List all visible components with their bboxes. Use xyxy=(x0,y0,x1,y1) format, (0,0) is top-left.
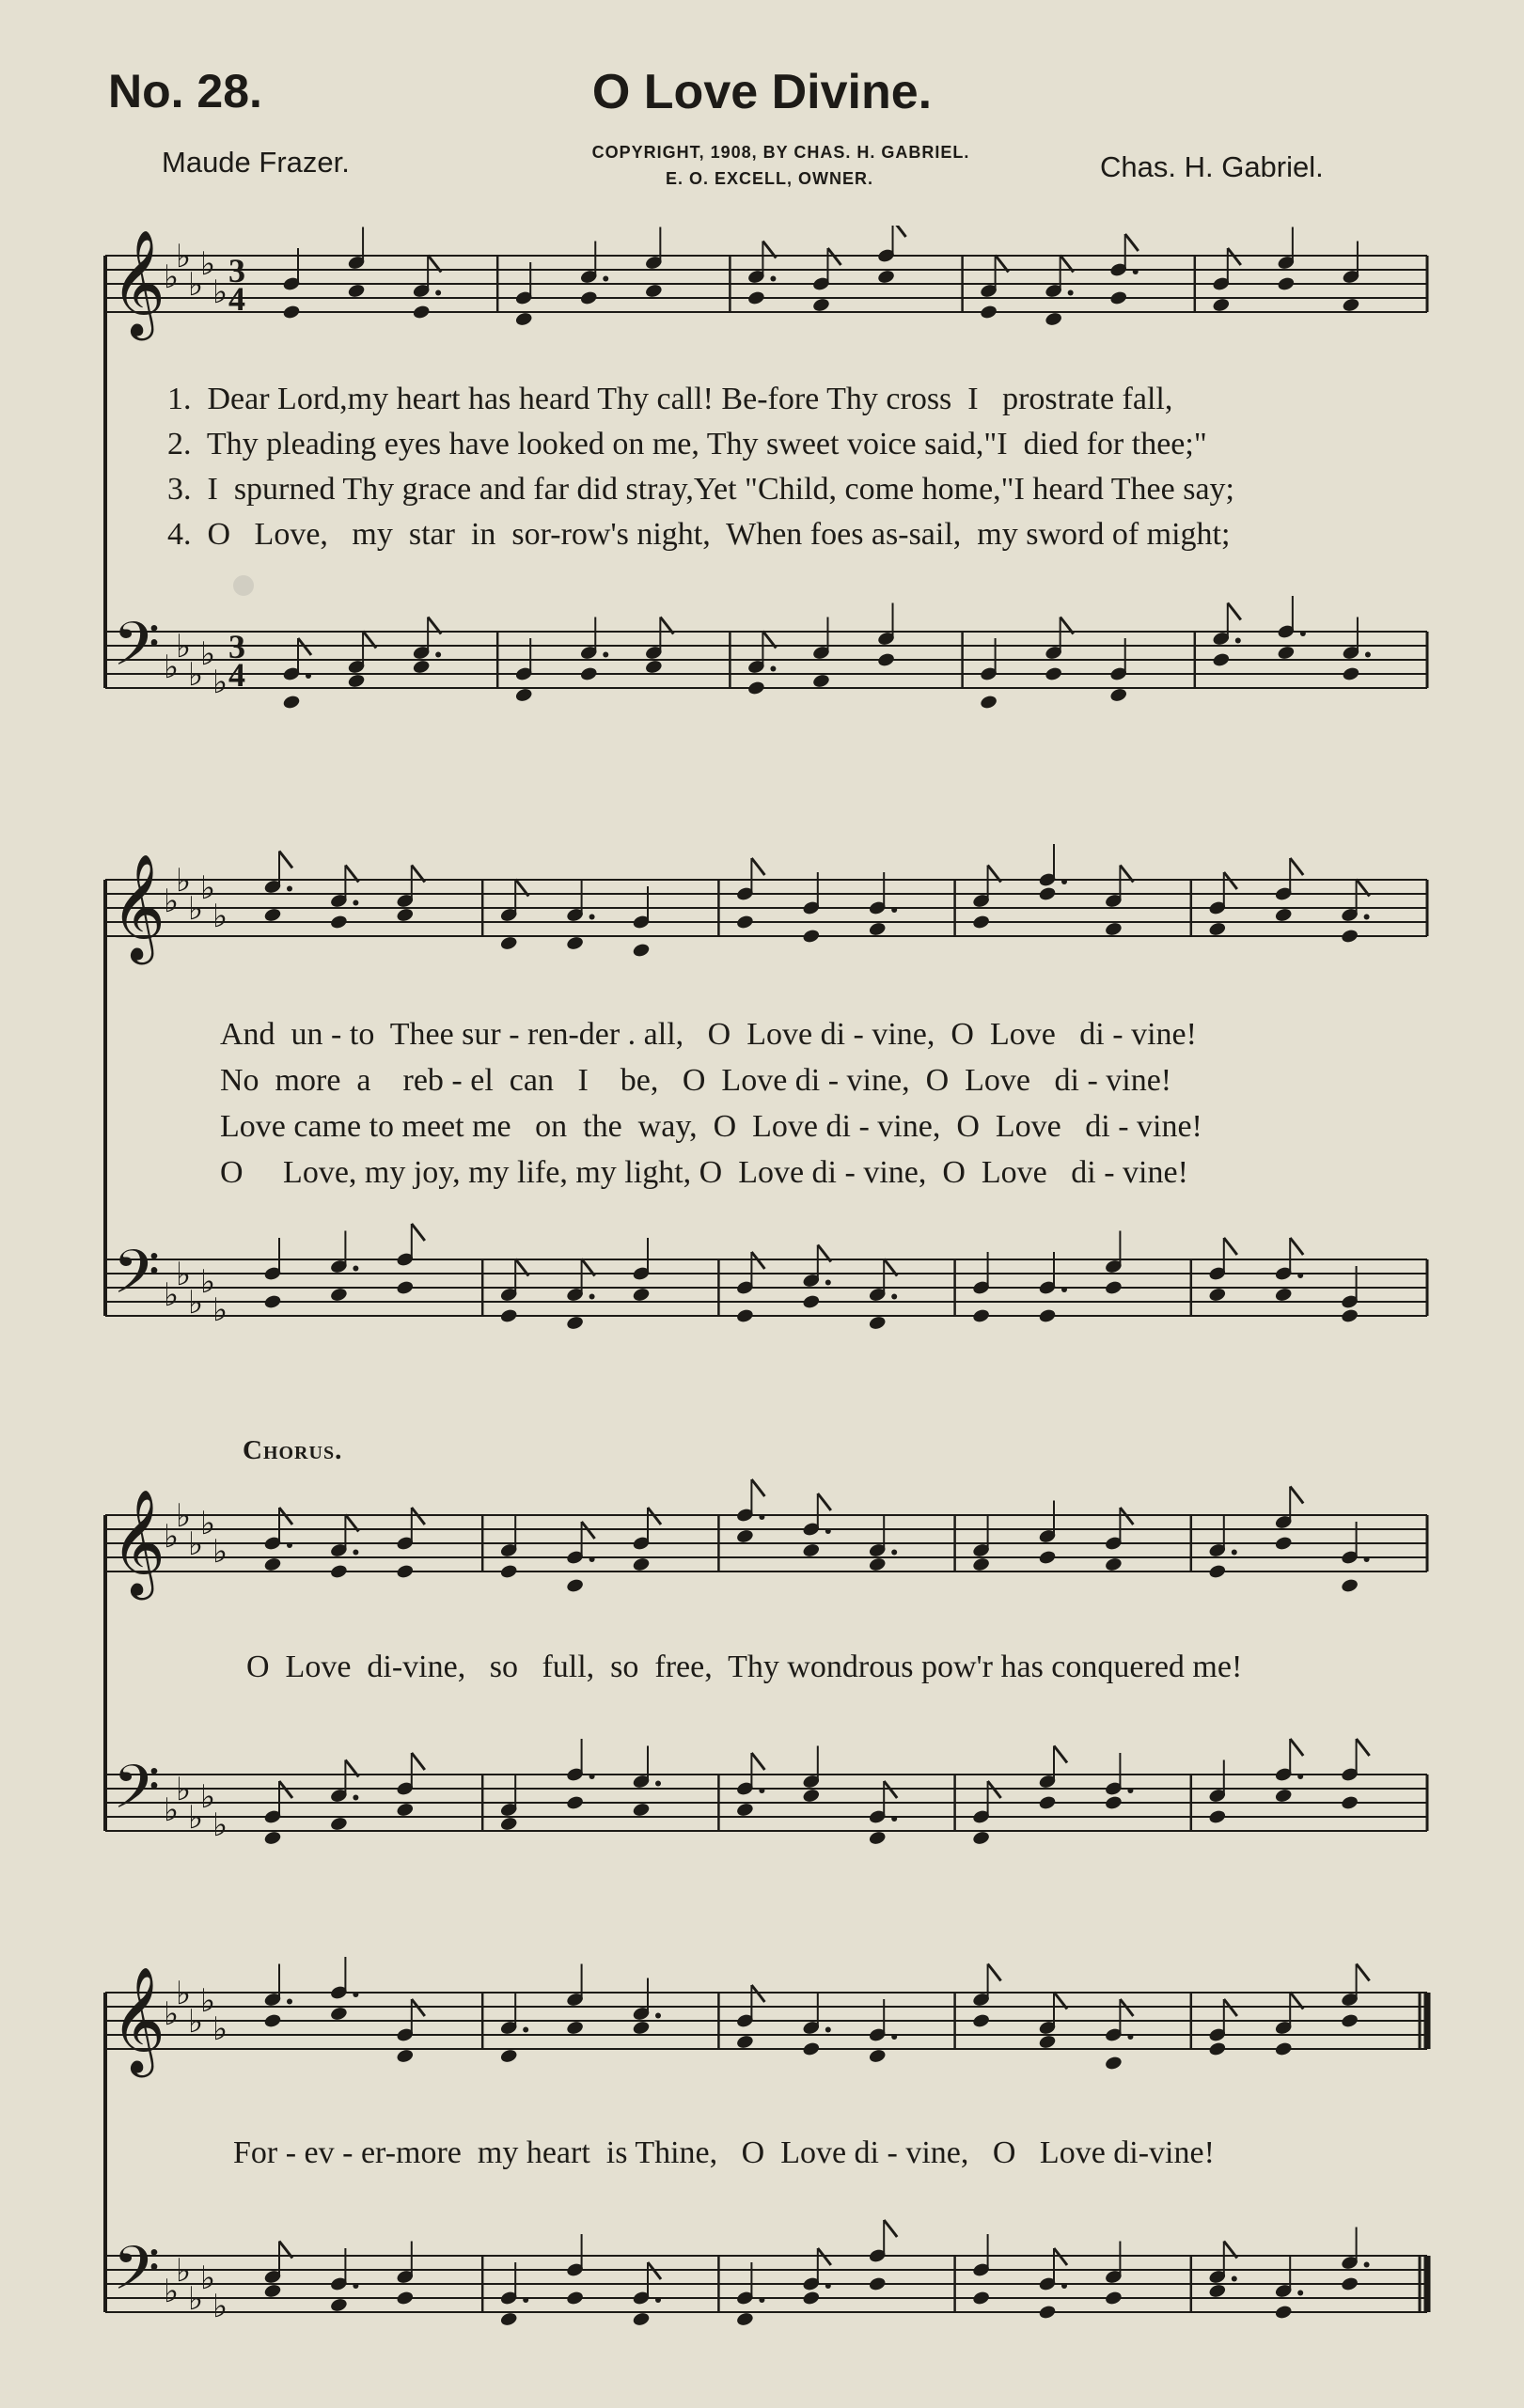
dot xyxy=(1133,269,1139,274)
note-head xyxy=(329,1563,348,1579)
flat-icon: ♭ xyxy=(200,635,216,673)
note-head xyxy=(499,2311,518,2327)
note-head xyxy=(1274,2041,1293,2056)
refrain-line-2: No more a reb - el can I be, O Love di - vine, O Love di - vine! xyxy=(220,1063,1172,1098)
note-flag xyxy=(412,1753,425,1770)
note-head xyxy=(396,2048,415,2064)
note-head xyxy=(632,2311,651,2327)
treble-staff xyxy=(105,853,1427,965)
note-head xyxy=(811,673,830,689)
note-head xyxy=(1212,651,1231,667)
flat-icon: ♭ xyxy=(164,1276,180,1314)
verse-line-2: 2. Thy pleading eyes have looked on me, Thy sweet voice said,"I died for thee;" xyxy=(167,427,1207,461)
note-flag xyxy=(279,852,292,868)
note-head xyxy=(1342,665,1360,681)
note-head xyxy=(514,687,533,703)
note-flag xyxy=(751,858,764,875)
dot xyxy=(523,2027,528,2033)
dot xyxy=(603,652,608,658)
flat-icon: ♭ xyxy=(188,656,204,694)
bass-staff xyxy=(105,1238,1427,1329)
composer: Chas. H. Gabriel. xyxy=(1100,150,1324,183)
note-head xyxy=(972,1556,991,1572)
note-head xyxy=(1341,1577,1359,1593)
flat-icon: ♭ xyxy=(188,266,204,304)
flat-icon: ♭ xyxy=(164,1791,180,1829)
note-head xyxy=(1341,928,1359,944)
note-head xyxy=(1341,2012,1359,2028)
dot xyxy=(287,1999,292,2005)
note-head xyxy=(566,2290,585,2306)
dot xyxy=(1061,1287,1067,1292)
note-head xyxy=(1109,289,1128,305)
flat-icon: ♭ xyxy=(212,898,228,935)
dot xyxy=(435,652,441,658)
note-head xyxy=(632,1802,651,1818)
note-head xyxy=(1045,665,1063,681)
bass-notes xyxy=(263,1739,1370,1846)
note-head xyxy=(412,659,431,675)
verse-line-1: 1. Dear Lord,my heart has heard Thy call! Be-fore Thy cross I prostrate fall, xyxy=(167,382,1173,416)
dot xyxy=(891,1550,897,1556)
note-flag xyxy=(893,226,906,237)
note-flag xyxy=(1357,1739,1370,1756)
note-head xyxy=(579,289,598,305)
dot xyxy=(1127,2034,1133,2040)
note-head xyxy=(980,304,998,320)
dot xyxy=(770,666,776,672)
dot xyxy=(1297,1273,1303,1278)
note-head xyxy=(802,1788,821,1804)
note-head xyxy=(735,914,754,930)
note-head xyxy=(263,1293,282,1309)
note-head xyxy=(1038,2034,1057,2050)
copyright-line: COPYRIGHT, 1908, BY CHAS. H. GABRIEL. xyxy=(591,143,970,162)
flat-icon: ♭ xyxy=(188,890,204,928)
flat-icon: ♭ xyxy=(164,258,180,296)
dot xyxy=(891,1294,897,1300)
note-flag xyxy=(1290,1739,1303,1756)
bass-staff xyxy=(105,610,1427,701)
dot xyxy=(353,1992,358,1997)
note-head xyxy=(1341,2275,1359,2291)
dot xyxy=(1364,1556,1370,1562)
note-head xyxy=(1208,1563,1227,1579)
flat-icon: ♭ xyxy=(164,1518,180,1556)
treble-staff xyxy=(105,1489,1427,1601)
note-head xyxy=(972,2012,991,2028)
note-head xyxy=(566,1794,585,1810)
note-head xyxy=(396,1279,415,1295)
flat-icon: ♭ xyxy=(176,1497,192,1535)
note-head xyxy=(1038,1307,1057,1323)
note-flag xyxy=(412,1224,425,1241)
dot xyxy=(1364,2262,1370,2268)
note-head xyxy=(972,1830,991,1846)
note-head xyxy=(735,2034,754,2050)
note-head xyxy=(329,2006,348,2022)
flat-icon: ♭ xyxy=(176,1256,192,1293)
note-head xyxy=(1208,921,1227,937)
note-head xyxy=(1104,2055,1123,2071)
note-head xyxy=(868,1556,887,1572)
flat-icon: ♭ xyxy=(212,1533,228,1571)
note-head xyxy=(1038,1794,1057,1810)
note-head xyxy=(1208,2283,1227,2299)
treble-clef-icon: 𝄞 xyxy=(111,229,165,336)
note-head xyxy=(566,1315,585,1331)
note-flag xyxy=(1224,1238,1237,1255)
flat-icon: ♭ xyxy=(200,1778,216,1816)
note-head xyxy=(1212,297,1231,313)
note-flag xyxy=(1290,858,1303,875)
note-head xyxy=(329,1816,348,1832)
note-head xyxy=(329,914,348,930)
note-flag xyxy=(1125,234,1139,251)
dot xyxy=(1068,290,1074,296)
note-head xyxy=(735,1802,754,1818)
note-head xyxy=(1341,1307,1359,1323)
bass-clef-icon: 𝄢 xyxy=(113,610,161,695)
bass-clef-icon: 𝄢 xyxy=(113,2234,161,2319)
note-head xyxy=(1109,687,1128,703)
time-signature-top: 3 xyxy=(228,628,245,665)
flat-icon: ♭ xyxy=(188,1284,204,1321)
note-flag xyxy=(1228,603,1241,620)
dot xyxy=(523,2297,528,2303)
note-head xyxy=(1277,645,1296,661)
dot xyxy=(655,2013,661,2019)
note-flag xyxy=(1290,1238,1303,1255)
note-flag xyxy=(1357,1964,1370,1981)
dot xyxy=(1232,2276,1237,2282)
note-head xyxy=(566,1577,585,1593)
dot xyxy=(353,1795,358,1801)
note-head xyxy=(1274,2304,1293,2320)
note-head xyxy=(499,935,518,951)
note-head xyxy=(735,2311,754,2327)
dot xyxy=(589,1774,595,1779)
copyright-owner: E. O. EXCELL, OWNER. xyxy=(665,169,873,188)
note-head xyxy=(1104,1556,1123,1572)
dot xyxy=(1297,2291,1303,2296)
flat-icon: ♭ xyxy=(188,2280,204,2318)
flat-icon: ♭ xyxy=(200,2259,216,2297)
time-signature-bottom: 4 xyxy=(228,656,245,694)
dot xyxy=(825,1280,831,1286)
dot xyxy=(891,1816,897,1822)
dot xyxy=(353,1266,358,1272)
flat-icon: ♭ xyxy=(200,1505,216,1542)
flat-icon: ♭ xyxy=(200,245,216,283)
note-head xyxy=(347,673,366,689)
time-signature-bottom: 4 xyxy=(228,280,245,318)
note-head xyxy=(396,2290,415,2306)
flat-icon: ♭ xyxy=(188,2003,204,2041)
note-head xyxy=(514,311,533,327)
bass-clef-icon: 𝄢 xyxy=(113,1753,161,1837)
note-head xyxy=(802,928,821,944)
chorus-line-1: O Love di-vine, so full, so free, Thy wondrous pow'r has conquered me! xyxy=(246,1650,1243,1684)
note-head xyxy=(396,1802,415,1818)
lyricist: Maude Frazer. xyxy=(162,146,350,179)
bass-notes xyxy=(282,596,1371,711)
treble-clef-icon: 𝄞 xyxy=(111,1966,165,2073)
note-head xyxy=(1104,1279,1123,1295)
note-flag xyxy=(1054,1746,1067,1763)
flat-icon: ♭ xyxy=(176,238,192,275)
note-head xyxy=(1104,2290,1123,2306)
note-head xyxy=(579,665,598,681)
note-head xyxy=(972,914,991,930)
dot xyxy=(1365,652,1371,658)
flat-icon: ♭ xyxy=(200,1263,216,1301)
note-flag xyxy=(751,1753,764,1770)
bass-staff xyxy=(105,1753,1427,1844)
dot xyxy=(1300,631,1306,636)
dot xyxy=(770,276,776,282)
note-head xyxy=(396,1563,415,1579)
note-head xyxy=(263,1830,282,1846)
dot xyxy=(1061,2283,1067,2289)
note-head xyxy=(632,942,651,958)
dot xyxy=(891,2034,897,2040)
dot xyxy=(353,1550,358,1556)
treble-notes xyxy=(263,844,1370,959)
note-head xyxy=(632,1287,651,1303)
note-head xyxy=(1342,297,1360,313)
note-head xyxy=(1274,1788,1293,1804)
note-head xyxy=(868,921,887,937)
note-head xyxy=(972,2290,991,2306)
note-head xyxy=(1277,275,1296,291)
note-head xyxy=(632,2020,651,2036)
treble-staff xyxy=(105,1966,1427,2078)
time-signature-top: 3 xyxy=(228,252,245,289)
dot xyxy=(655,1781,661,1787)
note-head xyxy=(1038,2304,1057,2320)
note-head xyxy=(1208,2041,1227,2056)
note-head xyxy=(746,680,765,696)
dot xyxy=(825,1528,831,1534)
flat-icon: ♭ xyxy=(188,1525,204,1563)
note-head xyxy=(499,1563,518,1579)
note-head xyxy=(1341,1794,1359,1810)
flat-icon: ♭ xyxy=(176,1771,192,1808)
note-head xyxy=(1274,907,1293,923)
flat-icon: ♭ xyxy=(188,1799,204,1837)
flat-icon: ♭ xyxy=(212,2288,228,2325)
flat-icon: ♭ xyxy=(200,869,216,907)
dot xyxy=(759,1788,764,1793)
dot xyxy=(759,2297,764,2303)
note-head xyxy=(972,1307,991,1323)
dot xyxy=(287,1542,292,1548)
dot xyxy=(1061,879,1067,884)
note-head xyxy=(746,289,765,305)
dot xyxy=(435,290,441,296)
treble-notes xyxy=(263,1479,1370,1594)
note-head xyxy=(1208,1808,1227,1824)
dot xyxy=(1364,915,1370,920)
flat-icon: ♭ xyxy=(164,883,180,920)
paper-spot xyxy=(233,575,254,596)
bass-notes xyxy=(263,2220,1370,2327)
note-head xyxy=(876,269,895,285)
note-head xyxy=(802,1542,821,1558)
note-head xyxy=(1038,885,1057,901)
note-head xyxy=(499,1816,518,1832)
verse-line-3: 3. I spurned Thy grace and far did stray,Yet "Child, come home,"I heard Thee say; xyxy=(167,472,1234,507)
flat-icon: ♭ xyxy=(212,1291,228,1329)
note-head xyxy=(1274,1535,1293,1551)
flat-icon: ♭ xyxy=(176,862,192,899)
note-flag xyxy=(818,1493,831,1510)
refrain-line-3: Love came to meet me on the way, O Love di - vine, O Love di - vine! xyxy=(220,1109,1202,1144)
dot xyxy=(589,1294,595,1300)
dot xyxy=(655,2297,661,2303)
note-head xyxy=(876,651,895,667)
note-head xyxy=(632,1556,651,1572)
dot xyxy=(589,915,595,920)
note-head xyxy=(868,2275,887,2291)
dot xyxy=(1235,638,1241,644)
note-head xyxy=(566,935,585,951)
flat-icon: ♭ xyxy=(212,664,228,701)
note-head xyxy=(329,2297,348,2313)
note-head xyxy=(1274,1287,1293,1303)
dot xyxy=(825,2027,831,2033)
note-head xyxy=(1208,1287,1227,1303)
note-head xyxy=(347,283,366,299)
flat-icon: ♭ xyxy=(164,649,180,686)
note-head xyxy=(499,2048,518,2064)
note-head xyxy=(802,2290,821,2306)
note-head xyxy=(1104,921,1123,937)
flat-icon: ♭ xyxy=(212,2010,228,2048)
dot xyxy=(1127,1788,1133,1793)
note-head xyxy=(282,694,301,710)
flat-icon: ♭ xyxy=(212,274,228,311)
chorus-line-2: For - ev - er-more my heart is Thine, O Love di - vine, O Love di-vine! xyxy=(233,2135,1215,2170)
bass-notes xyxy=(263,1224,1359,1331)
treble-clef-icon: 𝄞 xyxy=(111,1489,165,1596)
note-flag xyxy=(884,2220,897,2237)
note-head xyxy=(735,1307,754,1323)
flat-icon: ♭ xyxy=(200,1982,216,2020)
dot xyxy=(306,673,311,679)
refrain-line-4: O Love, my joy, my life, my light, O Love di - vine, O Love di - vine! xyxy=(220,1155,1188,1190)
hymn-number: No. 28. xyxy=(108,65,262,117)
dot xyxy=(1297,1774,1303,1779)
flat-icon: ♭ xyxy=(176,628,192,665)
dot xyxy=(353,2283,358,2289)
dot xyxy=(1232,1550,1237,1556)
treble-clef-icon: 𝄞 xyxy=(111,853,165,961)
note-head xyxy=(396,907,415,923)
note-head xyxy=(644,283,663,299)
note-head xyxy=(263,2283,282,2299)
note-head xyxy=(1104,1794,1123,1810)
dot xyxy=(287,886,292,892)
hymn-title: O Love Divine. xyxy=(591,65,933,119)
note-head xyxy=(868,1315,887,1331)
dot xyxy=(589,1556,595,1562)
note-head xyxy=(1045,311,1063,327)
note-head xyxy=(644,659,663,675)
dot xyxy=(891,907,897,913)
note-head xyxy=(412,304,431,320)
verse-line-4: 4. O Love, my star in sor-row's night, When foes as-sail, my sword of might; xyxy=(167,517,1231,552)
flat-icon: ♭ xyxy=(176,1975,192,2012)
note-head xyxy=(329,1287,348,1303)
dot xyxy=(759,1514,764,1520)
note-flag xyxy=(1290,1487,1303,1504)
dot xyxy=(603,276,608,282)
note-head xyxy=(263,1556,282,1572)
note-head xyxy=(802,2041,821,2056)
treble-notes xyxy=(263,1957,1370,2072)
dot xyxy=(825,2283,831,2289)
note-head xyxy=(735,1528,754,1544)
flat-icon: ♭ xyxy=(176,2252,192,2290)
note-head xyxy=(868,1830,887,1846)
flat-icon: ♭ xyxy=(164,1995,180,2033)
note-head xyxy=(499,1307,518,1323)
bass-clef-icon: 𝄢 xyxy=(113,1238,161,1322)
chorus-label: Chorus. xyxy=(243,1435,343,1465)
note-flag xyxy=(751,1479,764,1496)
refrain-line-1: And un - to Thee sur - ren-der . all, O Love di - vine, O Love di - vine! xyxy=(220,1017,1197,1052)
note-head xyxy=(811,297,830,313)
flat-icon: ♭ xyxy=(212,1806,228,1844)
note-head xyxy=(868,2048,887,2064)
note-head xyxy=(802,1293,821,1309)
note-head xyxy=(980,694,998,710)
note-head xyxy=(282,304,301,320)
note-head xyxy=(1038,1549,1057,1565)
note-head xyxy=(263,907,282,923)
note-head xyxy=(263,2012,282,2028)
note-flag xyxy=(988,1964,1001,1981)
dot xyxy=(353,900,358,906)
note-head xyxy=(566,2020,585,2036)
flat-icon: ♭ xyxy=(164,2273,180,2310)
